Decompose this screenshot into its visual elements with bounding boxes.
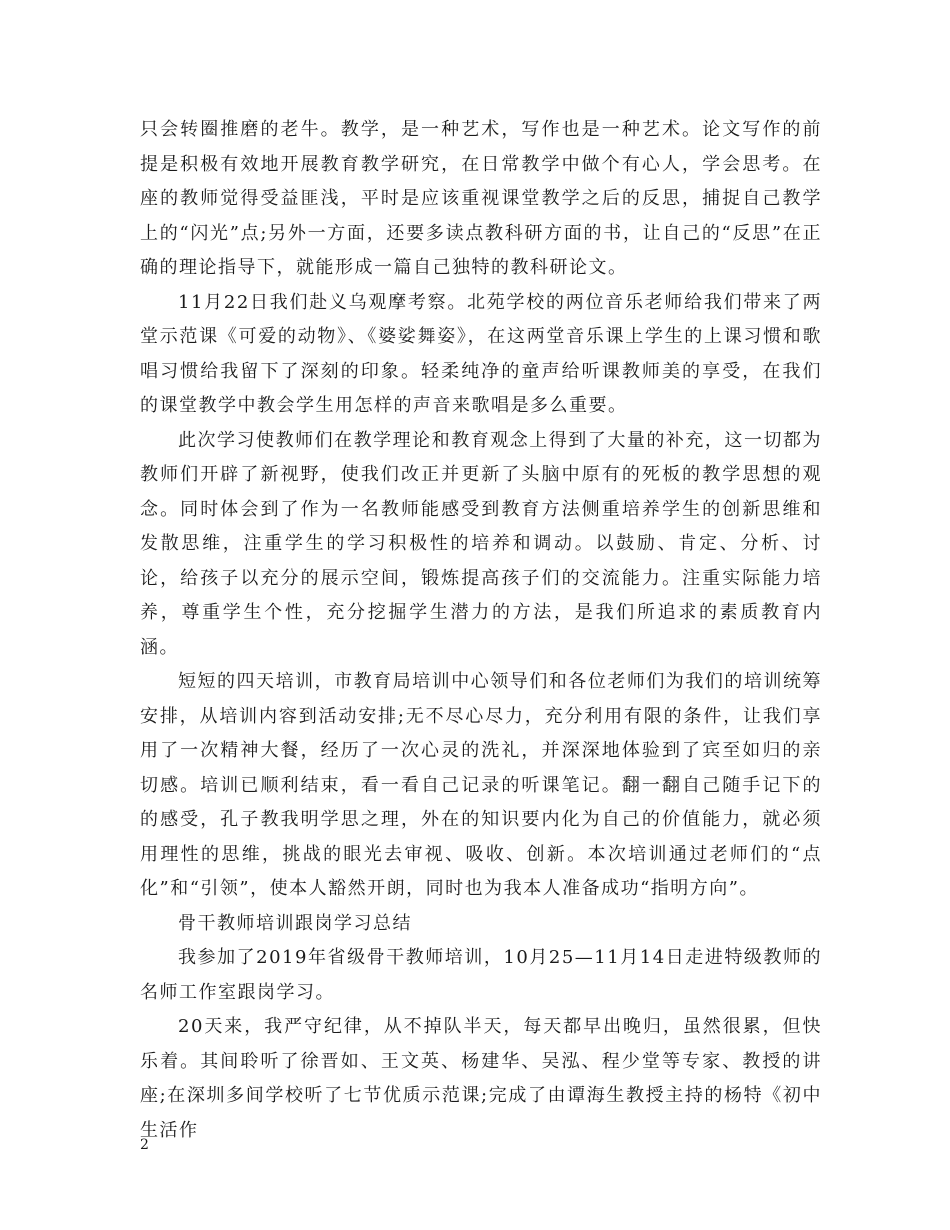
section-heading: 骨干教师培训跟岗学习总结 (178, 912, 412, 934)
document-body (140, 113, 822, 1148)
paragraph-1: 只会转圈推磨的老牛。教学，是一种艺术，写作也是一种艺术。论文写作的前提是积极有效地开展教育教学研究，在日常教学中做个有心人，学会思考。在座的教师觉得受益匪浅，平时是应该重视课堂教学之后的反思，捕捉自己教学上的“闪光”点;另外一方面，还要多读点教科研方面的书，让自己的“反思”在正确的理论指导下，就能形成一篇自己独特的教科研论文。 (140, 119, 822, 278)
paragraph-2: 11月22日我们赴义乌观摩考察。北苑学校的两位音乐老师给我们带来了两堂示范课《可爱的动物》、《婆娑舞姿》，在这两堂音乐课上学生的上课习惯和歌唱习惯给我留下了深刻的印象。轻柔纯净的童声给听课教师美的享受，在我们的课堂教学中教会学生用怎样的声音来歌唱是多么重要。 (140, 291, 822, 416)
paragraph-6: 20天来，我严守纪律，从不掉队半天，每天都早出晚归，虽然很累，但快乐着。其间聆听了徐晋如、王文英、杨建华、吴泓、程少堂等专家、教授的讲座;在深圳多间学校听了七节优质示范课;完成了由谭海生教授主持的杨特《初中生活作 (140, 1016, 822, 1141)
paragraph-5: 我参加了2019年省级骨干教师培训，10月25—11月14日走进特级教师的名师工作室跟岗学习。 (140, 947, 822, 1003)
page-number: 2 (140, 1137, 149, 1153)
paragraph-3: 此次学习使教师们在教学理论和教育观念上得到了大量的补充，这一切都为教师们开辟了新视野，使我们改正并更新了头脑中原有的死板的教学思想的观念。同时体会到了作为一名教师能感受到教育方法侧重培养学生的创新思维和发散思维，注重学生的学习积极性的培养和调动。以鼓励、肯定、分析、讨论，给孩子以充分的展示空间，锻炼提高孩子们的交流能力。注重实际能力培养，尊重学生个性，充分挖掘学生潜力的方法，是我们所追求的素质教育内涵。 (140, 429, 822, 658)
paragraph-4: 短短的四天培训，市教育局培训中心领导们和各位老师们为我们的培训统筹安排，从培训内容到活动安排;无不尽心尽力，充分利用有限的条件，让我们享用了一次精神大餐，经历了一次心灵的洗礼，并深深地体验到了宾至如归的亲切感。培训已顺利结束，看一看自己记录的听课笔记。翻一翻自己随手记下的的感受，孔子教我明学思之理，外在的知识要内化为自己的价值能力，就必须用理性的思维，挑战的眼光去审视、吸收、创新。本次培训通过老师们的“点化”和“引领”，使本人豁然开朗，同时也为我本人准备成功“指明方向”。 (140, 671, 822, 899)
